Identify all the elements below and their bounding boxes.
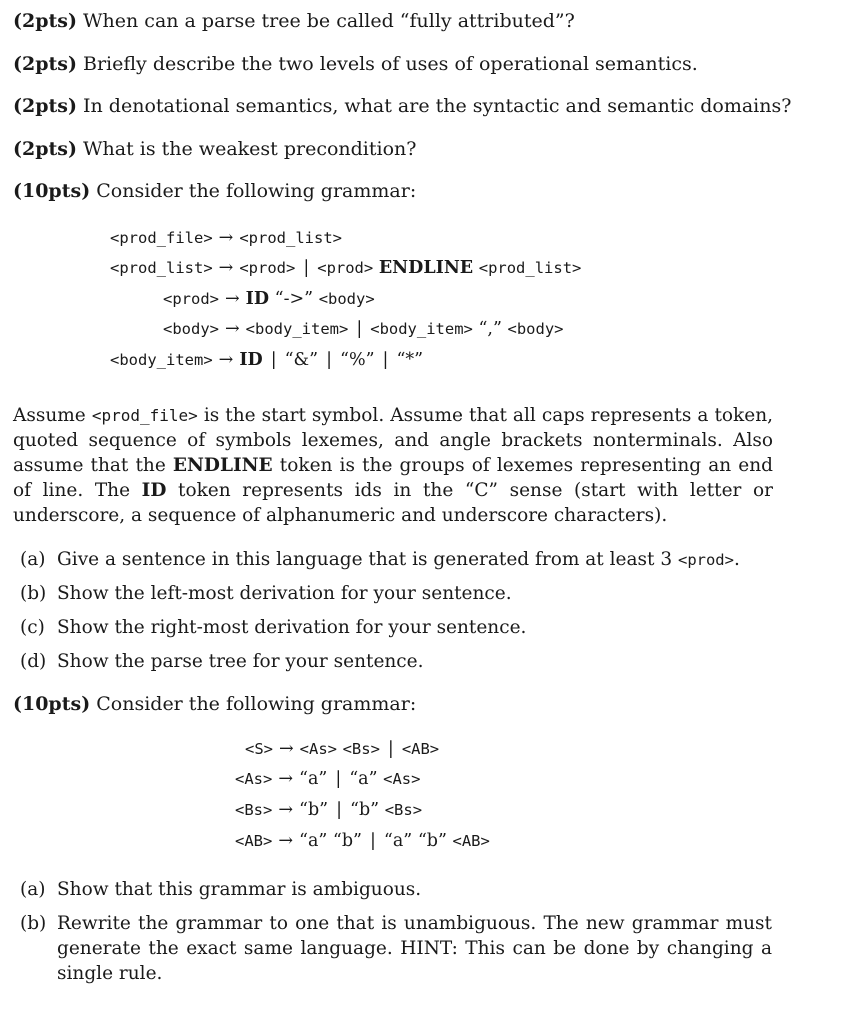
part-2b: Rewrite the grammar to one that is unambiguous. The new grammar must generate the exact same language. HINT: This can be done by changing a single rule. (57, 913, 772, 984)
part-2a: (a) Show that this grammar is ambiguous. (20, 879, 422, 900)
question-2: (2pts) Briefly describe the two levels of uses of operational semantics. (13, 53, 698, 75)
grammar2-rule-2: <As> → “a” | “a” <As> (235, 769, 421, 789)
part-1a: (a) Give a sentence in this language that is generated from at least 3 <prod>. (20, 549, 740, 570)
grammar1-rule-1: <prod_file> → <prod_list> (110, 228, 342, 248)
grammar2-rule-3: <Bs> → “b” | “b” <Bs> (235, 800, 423, 820)
part-1c: (c) Show the right-most derivation for your sentence. (20, 617, 527, 638)
question-1: (2pts) When can a parse tree be called “fully attributed”? (13, 10, 575, 32)
grammar1-rule-2: <prod_list> → <prod> | <prod> ENDLINE <prod_list> (110, 258, 582, 278)
grammar2-rule-1: <S> → <As> <Bs> | <AB> (245, 739, 440, 759)
grammar1-rule-4: <body> → <body_item> | <body_item> “,” <body> (163, 319, 564, 339)
part-1d: (d) Show the parse tree for your sentence. (20, 651, 424, 672)
grammar1-rule-5: <body_item> → ID | “&” | “%” | “*” (110, 350, 424, 370)
part-2b-label: (b) (20, 913, 47, 934)
grammar2-rule-4: <AB> → “a” “b” | “a” “b” <AB> (235, 831, 490, 851)
question-4: (2pts) What is the weakest precondition? (13, 138, 417, 160)
question-5: (10pts) Consider the following grammar: (13, 180, 417, 202)
part-1b: (b) Show the left-most derivation for your sentence. (20, 583, 512, 604)
question-6: (10pts) Consider the following grammar: (13, 693, 417, 715)
question-3: (2pts) In denotational semantics, what are the syntactic and semantic domains? (13, 95, 792, 117)
grammar1-rule-3: <prod> → ID “->” <body> (163, 289, 375, 309)
assumption-paragraph: Assume <prod_file> is the start symbol. Assume that all caps represents a token, quoted sequence of symbols lexemes, and angle brackets nonterminals. Also assume that the ENDLINE token is the groups of lexemes representing an end of line. The ID token represents ids in the “C” sense (start with letter or underscore, a sequence of alphanumeric and underscore characters). (13, 405, 773, 526)
